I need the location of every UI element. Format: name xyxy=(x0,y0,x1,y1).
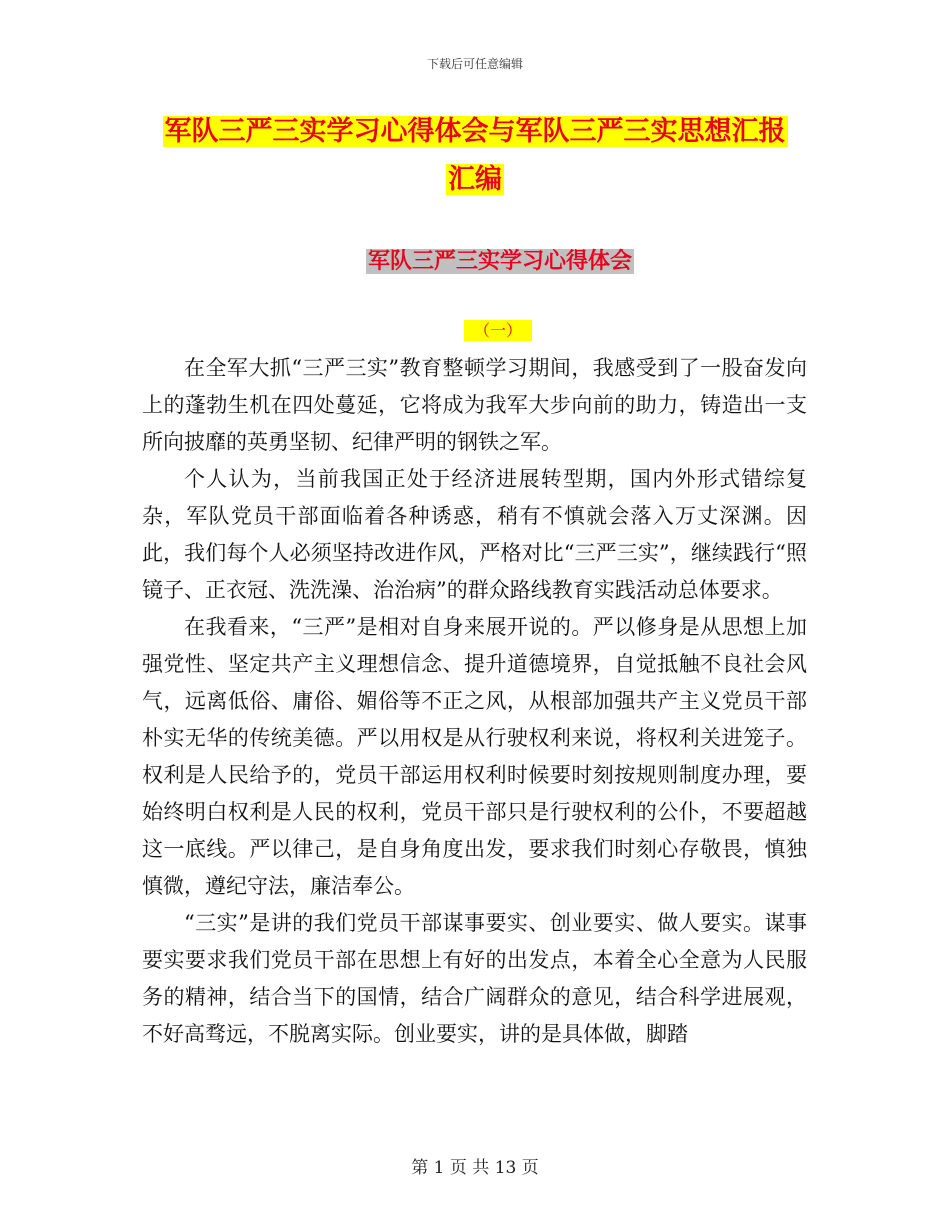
paragraph: 在全军大抓“三严三实”教育整顿学习期间，我感受到了一股奋发向上的蓬勃生机在四处蔓延，它将成为我军大步向前的助力，铸造出一支所向披靡的英勇坚韧、纪律严明的钢铁之军。 xyxy=(142,356,807,454)
paragraph: 在我看来，“三严”是相对自身来展开说的。严以修身是从思想上加强党性、坚定共产主义理想信念、提升道德境界，自觉抵触不良社会风气，远离低俗、庸俗、媚俗等不正之风，从根部加强共产主义党员干部朴实无华的传统美德。严以用权是从行驶权利来说，将权利关进笼子。权利是人民给予的，党员干部运用权利时候要时刻按规则制度办理，要始终明白权利是人民的权利，党员干部只是行驶权利的公仆，不要超越这一底线。严以律己，是自身角度出发，要求我们时刻心存敬畏，慎独慎微，遵纪守法，廉洁奉公。 xyxy=(142,615,807,898)
section-title-text: 军队三严三实学习心得体会 xyxy=(367,249,632,274)
page-footer: 第 1 页 共 13 页 xyxy=(411,1158,539,1178)
sub-title-text: （一） xyxy=(464,320,532,341)
paragraph: 个人认为，当前我国正处于经济进展转型期，国内外形式错综复杂，军队党员干部面临着各种诱惑，稍有不慎就会落入万丈深渊。因此，我们每个人必须坚持改进作风，严格对比“三严三实”，继续践行“照镜子、正衣冠、洗洗澡、治治病”的群众路线教育实践活动总体要求。 xyxy=(142,467,807,602)
title-line-2: 汇编 xyxy=(448,164,502,195)
section-title xyxy=(0,244,950,280)
paragraph: “三实”是讲的我们党员干部谋事要实、创业要实、做人要实。谋事要实要求我们党员干部在思想上有好的出发点，本着全心全意为人民服务的精神，结合当下的国情，结合广阔群众的意见，结合科学进展观，不好高骛远，不脱离实际。创业要实，讲的是具体做，脚踏 xyxy=(142,911,807,1046)
document-body xyxy=(142,350,807,1053)
sub-title xyxy=(0,316,950,346)
header-note: 下载后可任意编辑 xyxy=(426,57,523,71)
title-line-1: 军队三严三实学习心得体会与军队三严三实思想汇报 xyxy=(164,116,786,147)
document-title xyxy=(140,108,810,204)
